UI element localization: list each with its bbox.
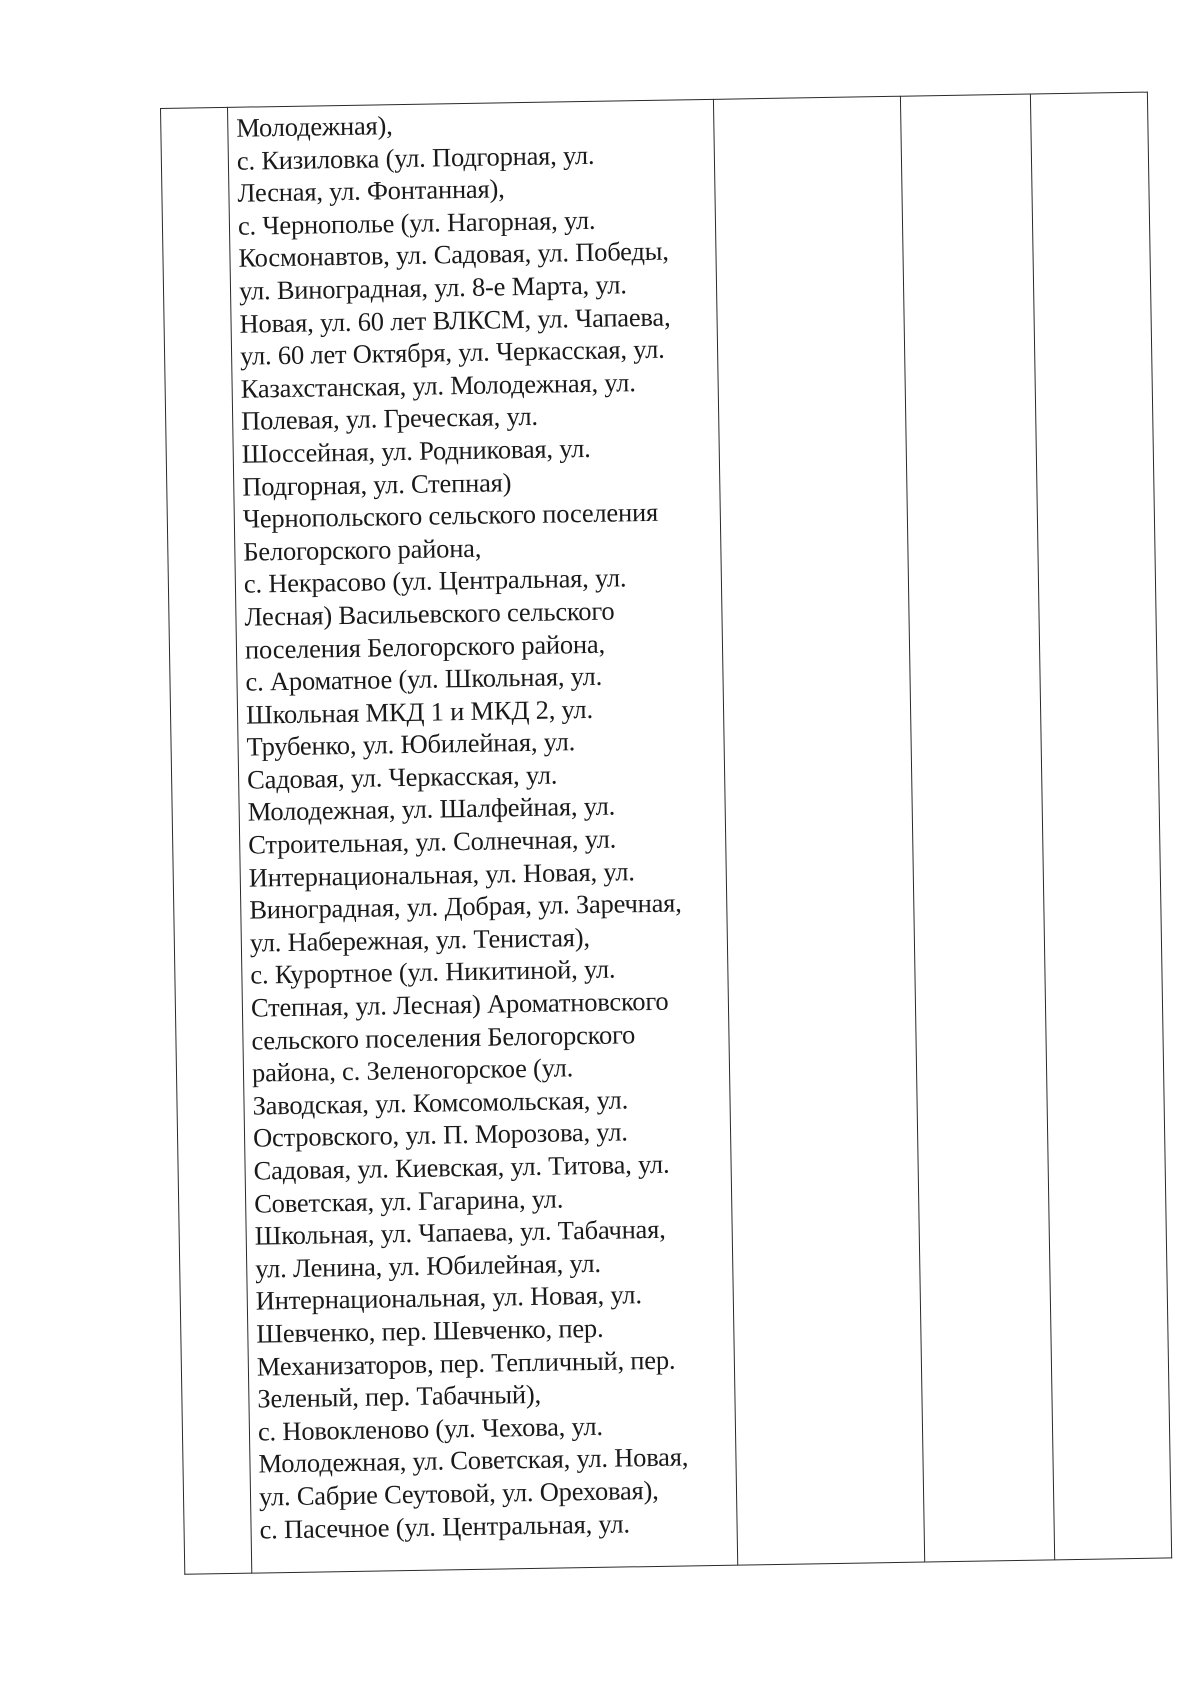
address-line: района, с. Зеленогорское (ул. <box>251 1052 574 1088</box>
address-line: Строительная, ул. Солнечная, ул. <box>247 823 617 860</box>
address-line: Островского, ул. П. Морозова, ул. <box>252 1116 628 1154</box>
address-text <box>228 100 737 1546</box>
empty-cell <box>713 96 924 1565</box>
address-line: Космонавтов, ул. Садовая, ул. Победы, <box>238 235 669 274</box>
address-line: ул. Набережная, ул. Тенистая), <box>249 921 591 958</box>
address-line: с. Пасечное (ул. Центральная, ул. <box>259 1507 630 1545</box>
address-line: Заводская, ул. Комсомольская, ул. <box>252 1084 629 1121</box>
address-line: ул. Сабрие Сеутовой, ул. Ореховая), <box>258 1474 659 1512</box>
address-table <box>160 92 1172 1575</box>
address-line: Казахстанская, ул. Молодежная, ул. <box>240 366 636 404</box>
address-line: Советская, ул. Гагарина, ул. <box>253 1183 564 1219</box>
address-line: Лесная, ул. Фонтанная), <box>237 173 505 208</box>
address-line: Школьная МКД 1 и МКД 2, ул. <box>245 693 594 730</box>
address-line: Белогорского района, <box>243 532 482 567</box>
address-line: Степная, ул. Лесная) Ароматновского <box>250 985 669 1023</box>
address-line: с. Новокленово (ул. Чехова, ул. <box>257 1410 604 1447</box>
address-line: Садовая, ул. Киевская, ул. Титова, ул. <box>253 1148 670 1186</box>
address-line: с. Некрасово (ул. Центральная, ул. <box>243 562 627 599</box>
address-line: с. Кизиловка (ул. Подгорная, ул. <box>236 139 595 176</box>
address-line: Подгорная, ул. Степная) <box>242 466 512 502</box>
address-line: Молодежная, ул. Советская, ул. Новая, <box>258 1441 689 1479</box>
address-line: поселения Белогорского района, <box>244 628 606 665</box>
address-line: Интернациональная, ул. Новая, ул. <box>255 1279 642 1316</box>
address-line: ул. 60 лет Октября, ул. Черкасская, ул. <box>239 333 665 371</box>
address-line: ул. Виноградная, ул. 8-е Марта, ул. <box>238 269 627 306</box>
address-line: Механизаторов, пер. Тепличный, пер. <box>256 1344 676 1382</box>
address-line: Новая, ул. 60 лет ВЛКСМ, ул. Чапаева, <box>239 301 671 339</box>
empty-cell <box>1030 92 1171 1560</box>
address-line: Шоссейная, ул. Родниковая, ул. <box>241 432 591 469</box>
address-line: Трубенко, ул. Юбилейная, ул. <box>246 726 576 762</box>
empty-cell <box>900 94 1054 1562</box>
address-line: с. Ароматное (ул. Школьная, ул. <box>245 660 603 697</box>
address-line: Молодежная), <box>236 110 393 143</box>
address-line: ул. Ленина, ул. Юбилейная, ул. <box>255 1247 602 1284</box>
table-container <box>160 92 1166 1575</box>
address-line: Полевая, ул. Греческая, ул. <box>240 401 539 437</box>
address-line: с. Чернополье (ул. Нагорная, ул. <box>237 204 596 241</box>
address-line: Зеленый, пер. Табачный), <box>257 1379 542 1414</box>
address-line: Шевченко, пер. Шевченко, пер. <box>256 1312 604 1349</box>
address-line: Чернопольского сельского поселения <box>242 496 659 534</box>
address-cell <box>227 99 737 1573</box>
address-line: Интернациональная, ул. Новая, ул. <box>248 855 635 893</box>
table-row <box>161 92 1172 1574</box>
address-line: Лесная) Васильевского сельского <box>244 595 615 632</box>
address-line: сельского поселения Белогорского <box>251 1018 636 1056</box>
address-line: Школьная, ул. Чапаева, ул. Табачная, <box>254 1213 666 1251</box>
address-line: Молодежная, ул. Шалфейная, ул. <box>247 791 616 828</box>
address-line: Садовая, ул. Черкасская, ул. <box>246 759 558 795</box>
address-line: с. Курортное (ул. Никитиной, ул. <box>250 954 616 991</box>
address-line: Виноградная, ул. Добрая, ул. Заречная, <box>249 887 682 925</box>
